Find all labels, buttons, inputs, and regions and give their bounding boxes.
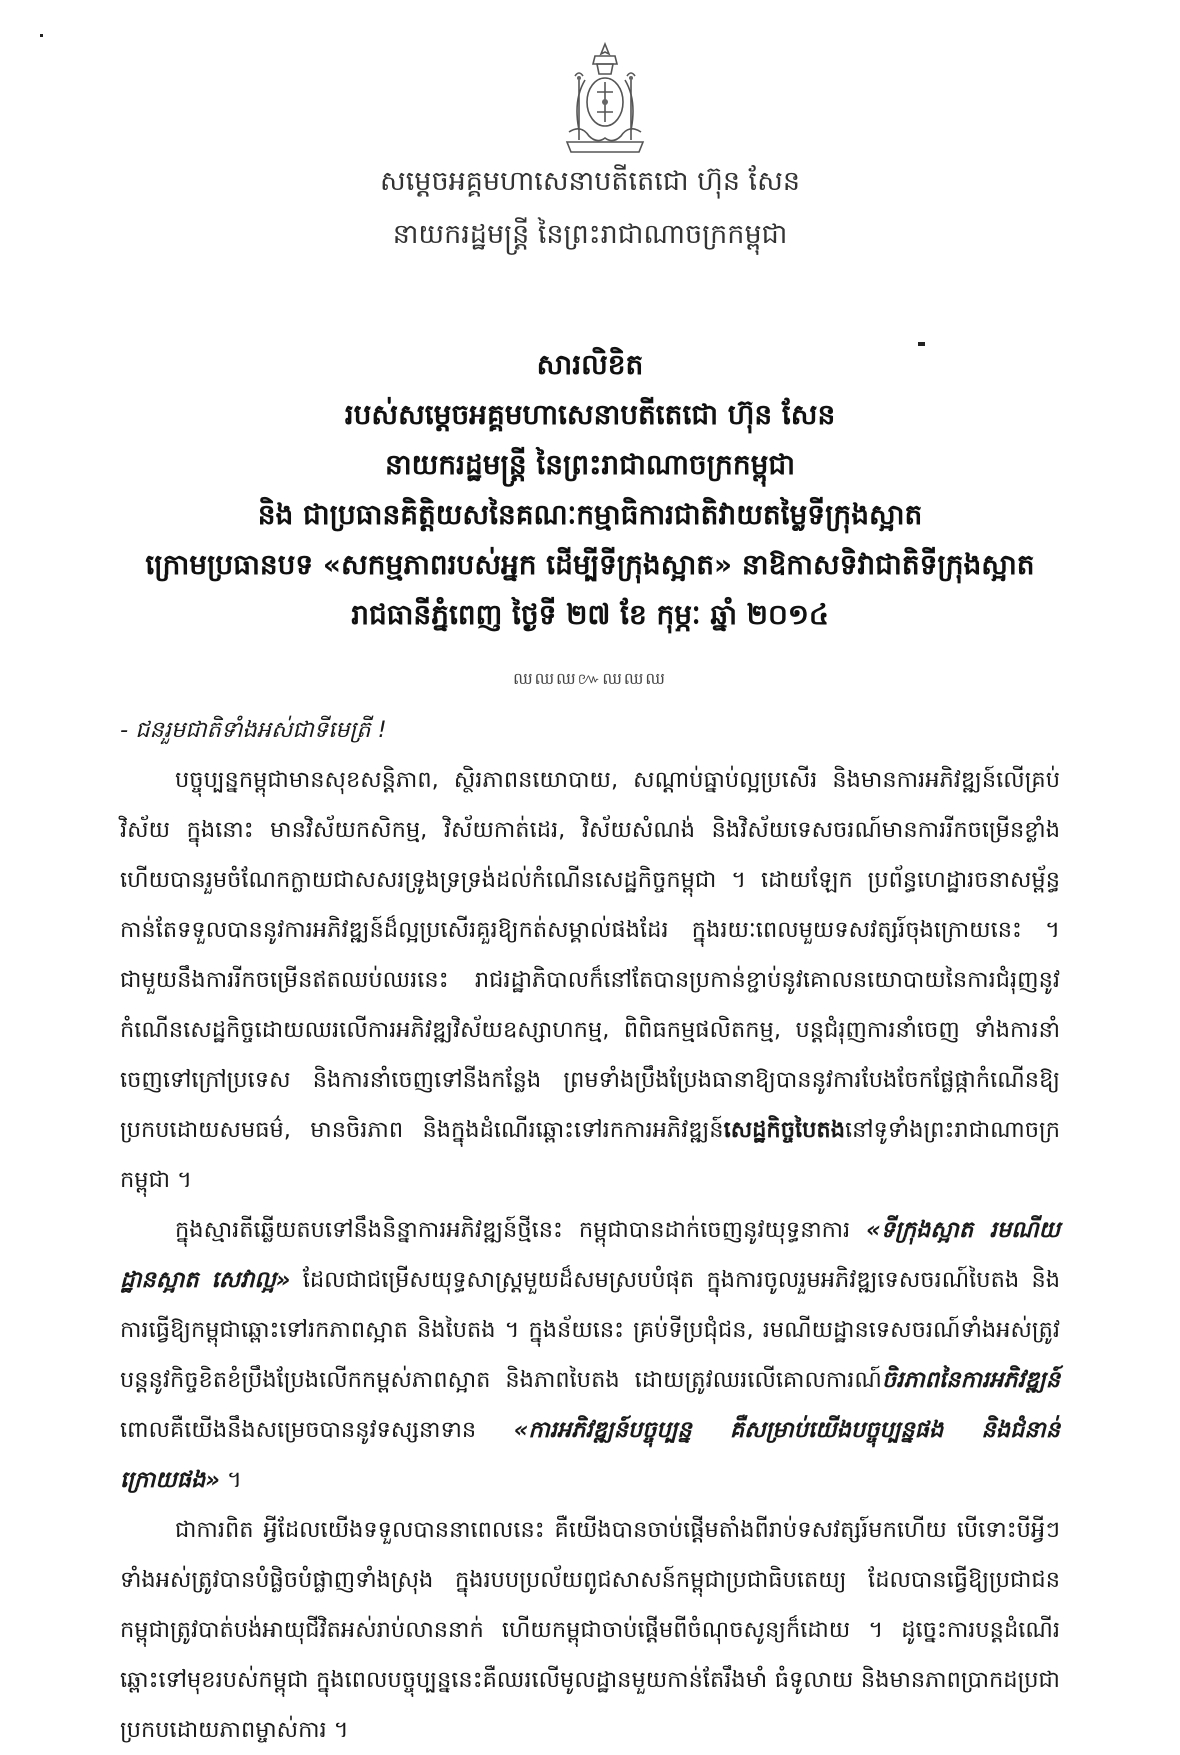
scan-speck — [918, 342, 925, 346]
paragraph-2-end: ។ — [227, 1467, 242, 1493]
paragraph-2-bold: ចិរភាពនៃការអភិវឌ្ឍន៍ — [881, 1367, 1060, 1393]
title-line-4: និង ជាប្រធានគិត្តិយសនៃគណៈកម្មាធិការជាតិវាយតម្លៃទីក្រុងស្អាត — [257, 498, 923, 531]
paragraph-2-text-a: ក្នុងស្មារតីឆ្លើយតបទៅនឹងនិន្នាការអភិវឌ្ឍន៍ថ្មីនេះ កម្ពុជាបានដាក់ចេញនូវយុទ្ធនាការ — [175, 1217, 851, 1243]
letter-body — [120, 705, 1060, 1755]
greeting: - ជនរួមជាតិទាំងអស់ជាទីមេត្រី ! — [120, 717, 387, 743]
campaign-slogan: «ទីក្រុងស្អាត រមណីយដ្ឋានស្អាត សេវាល្អ» — [120, 1217, 1060, 1293]
paragraph-1-bold: សេដ្ឋកិច្ចបៃតង — [723, 1117, 845, 1143]
title-ornament: ឈឈឈ៚ឈឈឈ — [513, 669, 667, 688]
title-line-5: ក្រោមប្រធានបទ «សកម្មភាពរបស់អ្នក ដើម្បីទីក្រុងស្អាត» នាឱកាសទិវាជាតិទីក្រុងស្អាត — [145, 548, 1035, 581]
paragraph-1-end: នៅទូទាំងព្រះរាជាណាចក្រកម្ពុជា ។ — [120, 1117, 1060, 1193]
message-title — [0, 340, 1180, 640]
paragraph-2-text-c: ពោលគឺយើងនឹងសម្រេចបាននូវទស្សនាទាន — [120, 1417, 477, 1443]
title-line-2: របស់សម្តេចអគ្គមហាសេនាបតីតេជោ ហ៊ុន សែន — [344, 398, 836, 431]
title-line-1: សារលិខិត — [536, 348, 644, 381]
paragraph-3: ជាការពិត អ្វីដែលយើងទទួលបាននាពេលនេះ គឺយើងបានចាប់ផ្តើមតាំងពីរាប់ទសវត្សរ៍មកហើយ បើទោះបីអ្វីៗទាំងអស់ត្រូវបានបំផ្លិចបំផ្លាញទាំងស្រុង ក្នុងរបបប្រល័យពូជសាសន៍កម្ពុជាប្រជាធិបតេយ្យ ដែលបានធ្វើឱ្យប្រជាជនកម្ពុជាត្រូវបាត់បង់អាយុជីវិតអស់រាប់លាននាក់ ហើយកម្ពុជាចាប់ផ្តើមពីចំណុចសូន្យក៏ដោយ ។ ដូច្នេះការបន្តដំណើរឆ្ពោះទៅមុខរបស់កម្ពុជា ក្នុងពេលបច្ចុប្បន្ននេះគឺឈរលើមូលដ្ឋានមួយកាន់តែរឹងមាំ ធំទូលាយ និងមានភាពប្រាកដប្រជាប្រកបដោយភាពម្ចាស់ការ ។ — [120, 1517, 1060, 1743]
header-position: នាយករដ្ឋមន្ត្រី នៃព្រះរាជាណាចក្រកម្ពុជា — [392, 219, 788, 250]
paragraph-2-text-b: ដែលជាជម្រើសយុទ្ធសាស្ត្រមួយដ៏សមស្របបំផុត ក្នុងការចូលរួមអភិវឌ្ឍទេសចរណ៍បៃតង និងការធ្វើឱ្យកម្ពុជាឆ្ពោះទៅរកភាពស្អាត និងបៃតង ។ ក្នុងន័យនេះ គ្រប់ទីប្រជុំជន, រមណីយដ្ឋានទេសចរណ៍ទាំងអស់ត្រូវបន្តនូវកិច្ចខិតខំប្រឹងប្រែងលើកកម្ពស់ភាពស្អាត និងភាពបៃតង ដោយត្រូវឈរលើគោលការណ៍ — [120, 1267, 1061, 1393]
paragraph-1 — [120, 755, 1060, 1205]
title-line-6: រាជធានីភ្នំពេញ ថ្ងៃទី ២៧ ខែ កុម្ភៈ ឆ្នាំ ២០១៤ — [351, 598, 829, 631]
title-line-3: នាយករដ្ឋមន្ត្រី នៃព្រះរាជាណាចក្រកម្ពុជា — [384, 448, 796, 481]
paragraph-2 — [120, 1205, 1060, 1505]
scan-speck — [40, 34, 43, 37]
royal-emblem-icon — [545, 40, 665, 160]
paragraph-1-text: បច្ចុប្បន្នកម្ពុជាមានសុខសន្តិភាព, ស្ថិរភាពនយោបាយ, សណ្តាប់ធ្នាប់ល្អប្រសើរ និងមានការអភិវឌ្ឍន៍លើគ្រប់វិស័យ ក្នុងនោះ មានវិស័យកសិកម្ម, វិស័យកាត់ដេរ, វិស័យសំណង់ និងវិស័យទេសចរណ៍មានការរីកចម្រើនខ្លាំង ហើយបានរួមចំណែកក្លាយជាសសរទ្រូងទ្រទ្រង់ដល់កំណើនសេដ្ឋកិច្ចកម្ពុជា ។ ដោយឡែក ប្រព័ន្ធហេដ្ឋារចនាសម្ព័ន្ធកាន់តែទទួលបាននូវការអភិវឌ្ឍន៍ដ៏ល្អប្រសើរគួរឱ្យកត់សម្គាល់ផងដែរ ក្នុងរយៈពេលមួយទសវត្សរ៍ចុងក្រោយនេះ ។ ជាមួយនឹងការរីកចម្រើនឥតឈប់ឈរនេះ រាជរដ្ឋាភិបាលក៏នៅតែបានប្រកាន់ខ្ជាប់នូវគោលនយោបាយនៃការជំរុញនូវកំណើនសេដ្ឋកិច្ចដោយឈរលើការអភិវឌ្ឍវិស័យឧស្សាហកម្ម, ពិពិធកម្មផលិតកម្ម, បន្តជំរុញការនាំចេញ ទាំងការនាំចេញទៅក្រៅប្រទេស និងការនាំចេញទៅនីងកន្លែង ព្រមទាំងប្រឹងប្រែងធានាឱ្យបាននូវការបែងចែកផ្លែផ្កាកំណើនឱ្យប្រកបដោយសមធម៌, មានចិរភាព និងក្នុងដំណើរឆ្ពោះទៅរកការអភិវឌ្ឍន៍ — [120, 767, 1060, 1143]
header-name: សម្តេចអគ្គមហាសេនាបតីតេជោ ហ៊ុន សែន — [380, 166, 800, 197]
development-quote: «ការអភិវឌ្ឍន៍បច្ចុប្បន្ន គឺសម្រាប់យើងបច្ចុប្បន្នផង និងជំនាន់ក្រោយផង» — [120, 1417, 1060, 1493]
